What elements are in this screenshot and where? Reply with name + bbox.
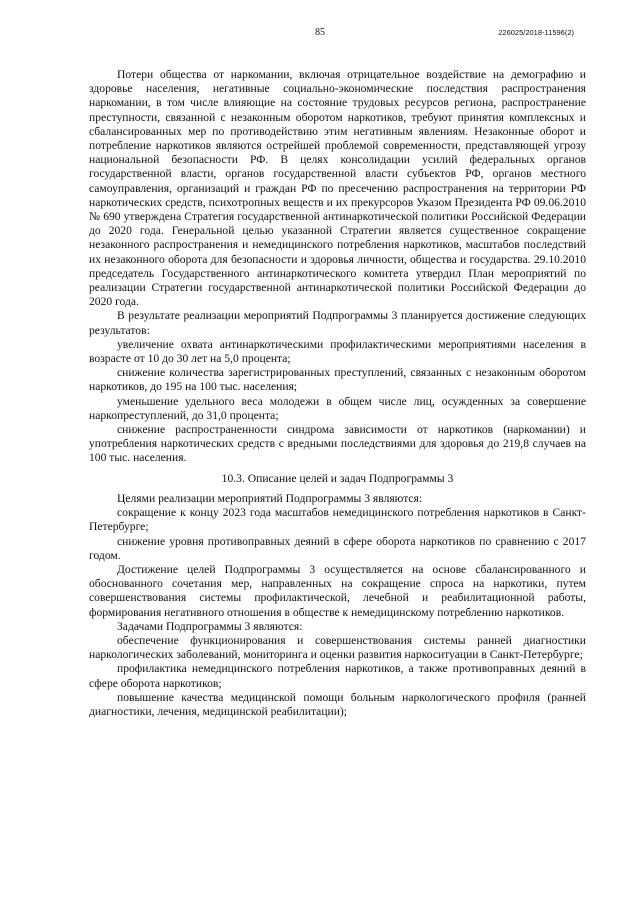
- paragraph: Достижение целей Подпрограммы 3 осуществляется на основе сбалансированного и обоснованного сочетания мер, направленных на сокращение спроса на наркотики, путем совершенствования системы профилактической, лечебной и реабилитационной работы, формирования негативного отношения в обществе к немедицинскому потреблению наркотиков.: [89, 562, 586, 619]
- list-item: повышение качества медицинской помощи больным наркологического профиля (ранней диагностики, лечения, медицинской реабилитации);: [89, 690, 586, 718]
- paragraph: В результате реализации мероприятий Подпрограммы 3 планируется достижение следующих результатов:: [89, 309, 586, 337]
- list-item: увеличение охвата антинаркотическими профилактическими мероприятиями населения в возрасте от 10 до 30 лет на 5,0 процента;: [89, 337, 586, 366]
- list-item: снижение уровня противоправных деяний в сфере оборота наркотиков по сравнению с 2017 годом.: [89, 534, 586, 562]
- paragraph: Потери общества от наркомании, включая отрицательное воздействие на демографию и здоровье населения, негативные социально-экономические последствия распространения наркомании, в том числе влияющие на состояние трудовых ресурсов региона, распространение преступности, связанной с незаконным оборотом наркотиков, требуют принятия комплексных и сбалансированных мер по противодействию этим негативным явлениям. Незаконные оборот и потребление наркотиков являются острейшей проблемой современности, представляющей угрозу национальной безопасности РФ. В целях консолидации усилий федеральных органов государственной власти, органов государственной власти субъектов РФ, органов местного самоуправления, организаций и граждан РФ по пресечению распространения на территории РФ наркотических средств, психотропных веществ и их прекурсоров Указом Президента РФ 09.06.2010 № 690 утверждена Стратегия государственной антинаркотической политики Российской Федерации до 2020 года. Генеральной целью указанной Стратегии является существенное сокращение незаконного распространения и немедицинского потребления наркотиков, масштабов последствий их незаконного оборота для безопасности и здоровья личности, общества и государства. 29.10.2010 председатель Государственного антинаркотического комитета утвердил План мероприятий по реализации Стратегии государственной антинаркотической политики Российской Федерации до 2020 года.: [89, 68, 586, 309]
- list-item: обеспечение функционирования и совершенствования системы ранней диагностики наркологических заболеваний, мониторинга и оценки развития наркоситуации в Санкт-Петербурге;: [89, 633, 586, 662]
- document-number: 226025/2018-11596(2): [498, 28, 574, 37]
- paragraph: Целями реализации мероприятий Подпрограммы 3 являются:: [117, 491, 423, 505]
- list-item: профилактика немедицинского потребления наркотиков, а также противоправных деяний в сфере оборота наркотиков;: [89, 662, 586, 690]
- list-item: уменьшение удельного веса молодежи в общем числе лиц, осужденных за совершение наркопреступлений, до 31,0 процента;: [89, 394, 586, 422]
- list-item: снижение количества зарегистрированных преступлений, связанных с незаконным оборотом наркотиков, до 195 на 100 тыс. населения;: [89, 366, 586, 394]
- list-item: снижение распространенности синдрома зависимости от наркотиков (наркомании) и употребления наркотических средств с вредными последствиями для здоровья до 219,8 случаев на 100 тыс. населения.: [89, 423, 586, 465]
- section-heading: 10.3. Описание целей и задач Подпрограммы 3: [221, 471, 454, 485]
- page-number: 85: [315, 27, 325, 38]
- document-body: [89, 68, 586, 719]
- list-item: сокращение к концу 2023 года масштабов немедицинского потребления наркотиков в Санкт-Петербурге;: [89, 506, 586, 534]
- paragraph: Задачами Подпрограммы 3 являются:: [117, 619, 303, 633]
